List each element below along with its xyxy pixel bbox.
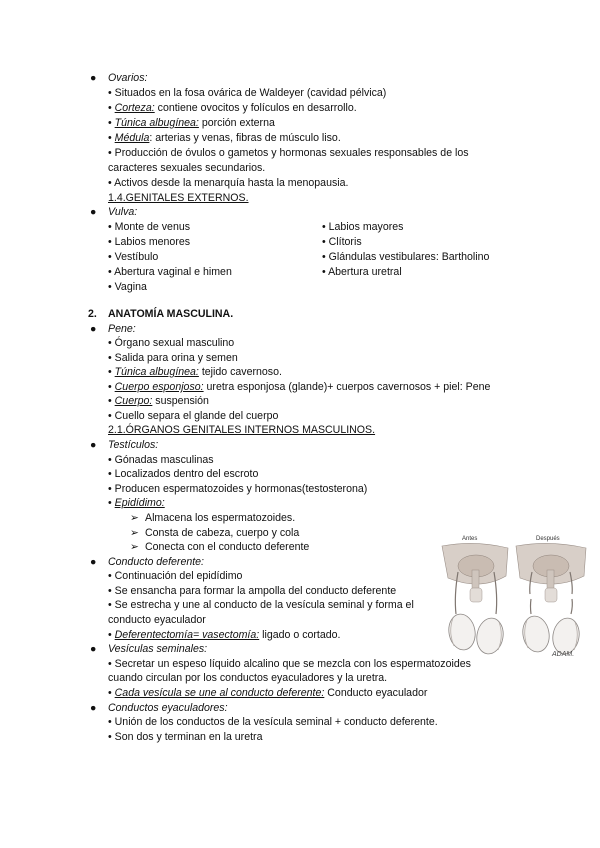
list-bullet: ● xyxy=(90,556,97,568)
vulva-item: • Clítoris xyxy=(322,236,362,248)
testiculos-line: • Gónadas masculinas xyxy=(108,454,214,466)
ovarios-line: • Producción de óvulos o gametos y hormonas sexuales responsables de los xyxy=(108,147,469,159)
deferente-line: • Continuación del epidídimo xyxy=(108,570,243,582)
pene-line: • Túnica albugínea: tejido cavernoso. xyxy=(108,366,282,378)
list-bullet: ● xyxy=(90,702,97,714)
figure-label-after: Después xyxy=(536,536,560,542)
term: Médula xyxy=(114,132,150,144)
vulva-item: • Labios menores xyxy=(108,236,191,248)
pene-title: Pene: xyxy=(108,323,136,335)
pene-line: • Cuerpo esponjoso: uretra esponjosa (glande)+ cuerpos cavernosos + piel: Pene xyxy=(108,381,491,393)
vulva-item: • Abertura vaginal e himen xyxy=(108,266,232,278)
desc: tejido cavernoso. xyxy=(198,366,282,378)
list-bullet: ● xyxy=(90,72,97,84)
list-bullet: ● xyxy=(90,323,97,335)
vulva-item: • Vestíbulo xyxy=(108,251,159,263)
vulva-title: Vulva: xyxy=(108,206,138,218)
eyaculadores-line: • Son dos y terminan en la uretra xyxy=(108,731,263,743)
section-number: 2. xyxy=(88,308,97,320)
vulva-item: • Monte de venus xyxy=(108,221,191,233)
anatomy-drawing xyxy=(440,536,590,664)
term: Cada vesícula se une al conducto deferente: xyxy=(114,687,325,699)
list-bullet: ● xyxy=(90,439,97,451)
arrow-icon: ➢ xyxy=(130,541,139,553)
ovarios-line: • Situados en la fosa ovárica de Waldeyer (cavidad pélvica) xyxy=(108,87,387,99)
epididimo-item: Conecta con el conducto deferente xyxy=(145,541,310,553)
vesiculas-line: • Cada vesícula se une al conducto deferente: Conducto eyaculador xyxy=(108,687,428,699)
ovarios-line: caracteres sexuales secundarios. xyxy=(108,162,266,174)
figure-label-before: Antes xyxy=(462,536,478,542)
eyaculadores-title: Conductos eyaculadores: xyxy=(108,702,228,714)
ovarios-line: • Médula: arterias y venas, fibras de músculo liso. xyxy=(108,132,341,144)
pene-line: • Salida para orina y semen xyxy=(108,352,238,364)
deferente-title: Conducto deferente: xyxy=(108,556,205,568)
vesiculas-title: Vesículas seminales: xyxy=(108,643,208,655)
list-bullet: ● xyxy=(90,643,97,655)
epididimo-item: Almacena los espermatozoides. xyxy=(145,512,296,524)
term: Corteza: xyxy=(114,102,155,114)
desc: : arterias y venas, fibras de músculo liso. xyxy=(149,132,341,144)
desc: contiene ovocitos y folículos en desarrollo. xyxy=(154,102,357,114)
testiculos-title: Testículos: xyxy=(108,439,159,451)
desc: uretra esponjosa (glande)+ cuerpos cavernosos + piel: Pene xyxy=(203,381,491,393)
desc: Conducto eyaculador xyxy=(324,687,428,699)
deferente-line: • Se ensancha para formar la ampolla del conducto deferente xyxy=(108,585,397,597)
vulva-item: • Glándulas vestibulares: Bartholino xyxy=(322,251,490,263)
deferente-line: • Deferentectomía= vasectomía: ligado o cortado. xyxy=(108,629,341,641)
ovarios-line: • Corteza: contiene ovocitos y folículos en desarrollo. xyxy=(108,102,357,114)
epididimo-item: Consta de cabeza, cuerpo y cola xyxy=(145,527,300,539)
term: Deferentectomía= vasectomía: xyxy=(114,629,260,641)
testiculos-line: • Localizados dentro del escroto xyxy=(108,468,259,480)
ovarios-line: • Activos desde la menarquía hasta la menopausia. xyxy=(108,177,349,189)
figure-credit: ADAM. xyxy=(552,651,575,658)
section-title: ANATOMÍA MASCULINA. xyxy=(108,308,234,320)
internos-heading: 2.1.ÓRGANOS GENITALES INTERNOS MASCULINOS. xyxy=(108,424,376,436)
eyaculadores-line: • Unión de los conductos de la vesícula seminal + conducto deferente. xyxy=(108,716,438,728)
deferente-line: conducto eyaculador xyxy=(108,614,206,626)
before-panel xyxy=(442,543,508,656)
term: Cuerpo: xyxy=(114,395,153,407)
desc: suspensión xyxy=(152,395,209,407)
list-bullet: ● xyxy=(90,206,97,218)
ovarios-title: Ovarios: xyxy=(108,72,148,84)
epididimo-term: Epidídimo: xyxy=(114,497,165,509)
vasectomy-illustration xyxy=(440,536,590,664)
pene-line: • Órgano sexual masculino xyxy=(108,337,235,349)
vulva-item: • Abertura uretral xyxy=(322,266,402,278)
term: Cuerpo esponjoso: xyxy=(114,381,204,393)
arrow-icon: ➢ xyxy=(130,527,139,539)
desc: ligado o cortado. xyxy=(259,629,341,641)
testiculos-line: • Producen espermatozoides y hormonas(testosterona) xyxy=(108,483,368,495)
vesiculas-line: • Secretar un espeso líquido alcalino que se mezcla con los espermatozoides xyxy=(108,658,471,670)
desc: porción externa xyxy=(198,117,275,129)
vulva-item: • Vagina xyxy=(108,281,147,293)
genitales-externos-heading: 1.4.GENITALES EXTERNOS. xyxy=(108,192,249,204)
vulva-item: • Labios mayores xyxy=(322,221,404,233)
term: Túnica albugínea: xyxy=(114,366,199,378)
pene-line: • Cuello separa el glande del cuerpo xyxy=(108,410,279,422)
deferente-line: • Se estrecha y une al conducto de la vesícula seminal y forma el xyxy=(108,599,414,611)
arrow-icon: ➢ xyxy=(130,512,139,524)
after-panel xyxy=(516,543,586,656)
term: Túnica albugínea: xyxy=(114,117,199,129)
pene-line: • Cuerpo: suspensión xyxy=(108,395,209,407)
ovarios-line: • Túnica albugínea: porción externa xyxy=(108,117,275,129)
testiculos-line: • Epidídimo: xyxy=(108,497,165,509)
vesiculas-line: cuando circulan por los conductos eyaculadores y la uretra. xyxy=(108,672,388,684)
